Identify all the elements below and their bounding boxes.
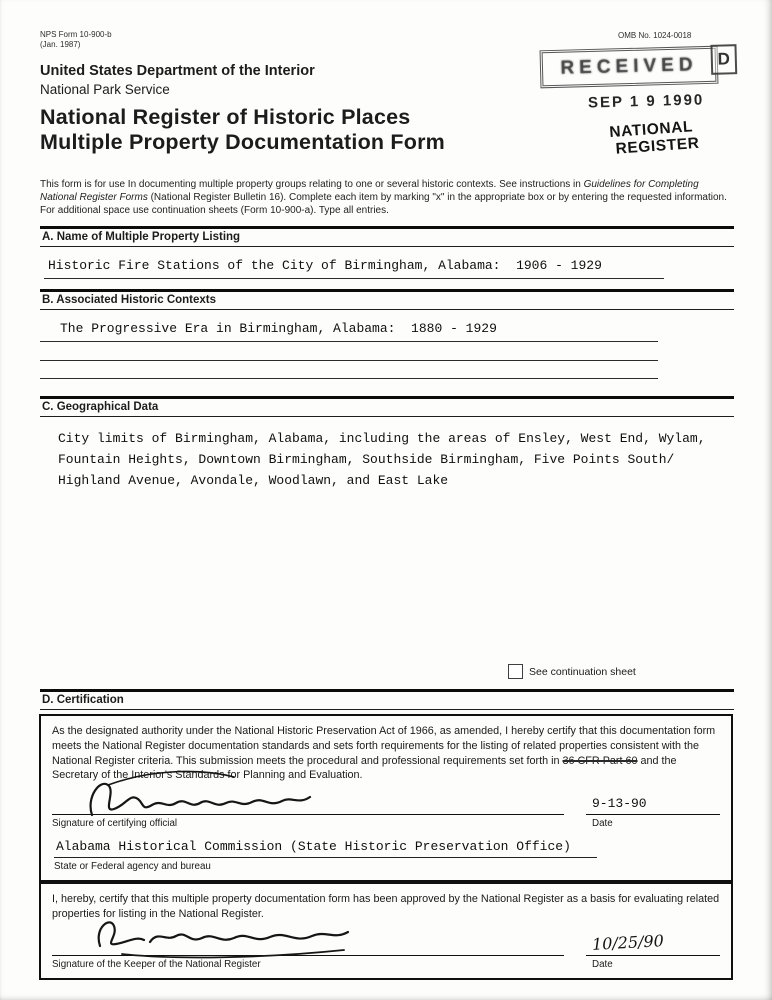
- national-register-stamp-line2: REGISTER: [615, 134, 701, 158]
- section-c: [40, 396, 734, 491]
- instructions-part1: This form is for use In documenting multiple property groups relating to one or several historic contexts. See instructions in: [40, 179, 584, 190]
- keeper-signature-line: [52, 923, 564, 956]
- continuation-label: See continuation sheet: [529, 665, 636, 678]
- form-number-block: [40, 30, 112, 49]
- section-c-heading: C. Geographical Data: [42, 400, 159, 413]
- certification-date-label: Date: [592, 818, 613, 830]
- certifying-signature-row: [52, 785, 720, 815]
- keeper-date-cell: [586, 930, 720, 956]
- date-received-stamp: SEP 1 9 1990: [587, 91, 705, 112]
- agency-label: State or Federal agency and bureau: [54, 861, 211, 873]
- multiple-property-name-value: Historic Fire Stations of the City of Birmingham, Alabama: 1906 - 1929: [48, 257, 602, 273]
- blank-entry-line: [40, 343, 658, 361]
- certifying-official-signature: [86, 775, 316, 821]
- keeper-date-label: Date: [592, 958, 613, 970]
- section-a: [40, 226, 734, 279]
- national-register-stamp: [609, 119, 700, 158]
- section-b-heading: B. Associated Historic Contexts: [42, 293, 217, 306]
- keeper-signature: [86, 912, 356, 962]
- agency-value: Alabama Historical Commission (State Historic Preservation Office): [56, 839, 571, 855]
- section-a-heading: A. Name of Multiple Property Listing: [42, 230, 241, 243]
- geographical-data-line: City limits of Birmingham, Alabama, including the areas of Ensley, West End, Wylam,: [58, 430, 706, 446]
- instructions-text: [40, 179, 737, 217]
- received-stamp-text: RECEIVED: [560, 54, 698, 79]
- see-continuation-checkbox: [508, 664, 523, 679]
- blank-entry-line: [40, 361, 658, 379]
- omb-number: OMB No. 1024-0018: [618, 31, 692, 40]
- certifying-signature-label: Signature of certifying official: [52, 818, 178, 830]
- section-c-divider-light: [40, 416, 734, 417]
- section-b: [40, 289, 734, 379]
- form-title: [40, 105, 445, 155]
- form-title-line1: National Register of Historic Places: [40, 105, 411, 129]
- continuation-row: [508, 664, 636, 679]
- form-title-line2: Multiple Property Documentation Form: [40, 130, 445, 154]
- section-b-entry-line: [40, 319, 658, 342]
- agency-entry-line: [54, 837, 597, 858]
- historic-context-value: The Progressive Era in Birmingham, Alabama: 1880 - 1929: [60, 320, 497, 336]
- certification-text-struck: 36 CFR Part 60: [562, 754, 638, 767]
- section-d-heading: D. Certification: [42, 693, 124, 706]
- section-d: [40, 689, 734, 710]
- certification-text-part1: As the designated authority under the National Historic Preservation Act of 1966, as amended, I hereby certify that this documentation form meets the National Register documentation standards and sets forth requirements for the listing of related properties consistent with the National Register criteria. This submission meets the procedural and professional requirements set forth in: [52, 725, 716, 767]
- instructions-part2: (National Register Bulletin 16). Complete each item by marking "x" in the appropriate box or by entering the requested information. For additional space use continuation sheets (Form 10-900-a). Type all entries.: [40, 191, 727, 216]
- certification-text-part2: and the Secretary of the Interior's Standards for Planning and Evaluation.: [52, 754, 677, 782]
- certifying-signature-line: [52, 784, 564, 815]
- section-a-divider-light: [40, 246, 734, 247]
- certification-date-cell: [586, 794, 720, 815]
- geographical-data-line: Highland Avenue, Avondale, Woodlawn, and East Lake: [58, 472, 449, 488]
- section-b-divider-light: [40, 309, 734, 310]
- certification-date-value: 9-13-90: [592, 796, 647, 812]
- keeper-signature-row: [52, 924, 720, 956]
- national-register-stamp-line1: NATIONAL: [608, 118, 694, 142]
- agency-subtitle: National Park Service: [40, 82, 170, 97]
- instructions-italic-title: Guidelines for Completing National Register Forms: [40, 179, 699, 203]
- section-a-entry-line: [44, 256, 664, 279]
- department-title: United States Department of the Interior: [40, 63, 315, 79]
- keeper-signature-label: Signature of the Keeper of the National Register: [52, 958, 261, 970]
- received-stamp-box-letter: D: [710, 44, 737, 75]
- geographical-data-line: Fountain Heights, Downtown Birmingham, Southside Birmingham, Five Points South/: [58, 451, 675, 467]
- geographical-data-value: [58, 428, 734, 491]
- keeper-certification-text: I, hereby, certify that this multiple property documentation form has been approved by the National Register as a basis for evaluating related properties for listing in the National Register.: [52, 893, 720, 920]
- certification-box: [39, 714, 733, 882]
- form-number: NPS Form 10-900-b: [40, 30, 112, 39]
- keeper-certification-box: [39, 882, 733, 980]
- section-d-divider-light: [40, 709, 734, 710]
- keeper-date-value: 10/25/90: [591, 930, 665, 954]
- received-stamp: [540, 46, 731, 89]
- form-date: (Jan. 1987): [40, 39, 81, 49]
